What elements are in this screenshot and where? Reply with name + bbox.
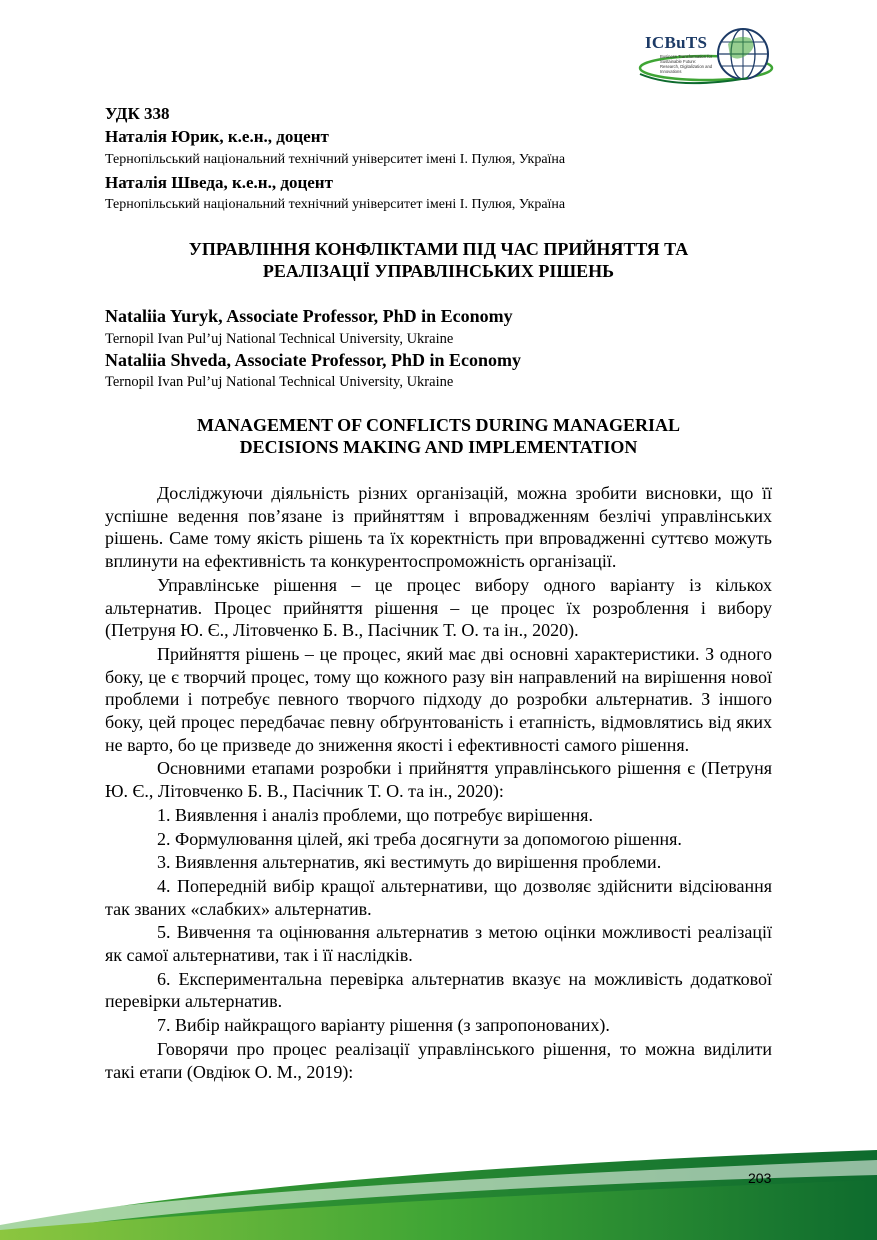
- title-en: [105, 414, 772, 458]
- affiliation-en-2: Ternopil Ivan Pul’uj National Technical University, Ukraine: [105, 374, 454, 390]
- author-ua-1: Наталія Юрик, к.е.н., доцент: [105, 127, 329, 146]
- page-number: 203: [748, 1170, 772, 1186]
- list-item: 7. Вибір найкращого варіанту рішення (з запропонованих).: [157, 1015, 610, 1036]
- list-item: 1. Виявлення і аналіз проблеми, що потребує вирішення.: [157, 804, 593, 825]
- title-en-line-2: DECISIONS MAKING AND IMPLEMENTATION: [239, 437, 638, 457]
- footer-wave-decoration: [0, 1130, 877, 1240]
- list-item: 4. Попередній вибір кращої альтернативи, що дозволяє здійснити відсіювання так званих «слабких» альтернатив.: [105, 875, 772, 919]
- author-en-2: Nataliia Shveda, Associate Professor, PhD in Economy: [105, 350, 522, 370]
- list-item: 5. Вивчення та оцінювання альтернатив з метою оцінки можливості реалізації як самої альтернативи, так і її наслідків.: [105, 922, 772, 966]
- logo-subtitle: Business Transformation for Sustainable Future: Research, Digitalization and Innovations: [660, 54, 713, 74]
- paragraph: Досліджуючи діяльність різних організацій, можна зробити висновки, що її успішне ведення пов’язане із прийняттям і впровадженням безлічі управлінських рішень. Саме тому якість рішень та їх коректність при впровадженні суттєво можуть вплинути на ефективність та конкурентоспроможність організації.: [105, 483, 772, 572]
- paragraph: Прийняття рішень – це процес, який має дві основні характеристики. З одного боку, це є творчий процес, тому що кожного разу він направлений на вирішення нової проблеми і потребує певного творчого підходу до розробки альтернатив. З іншого боку, цей процес передбачає певну обґрунтованість і етапність, відмовлятись від яких не варто, бо це призведе до зниження якості і ефективності самого рішення.: [105, 643, 772, 755]
- logo-title: ICBuTS: [645, 33, 708, 52]
- paragraph: Управлінське рішення – це процес вибору одного варіанту із кількох альтернатив. Процес прийняття рішення – це процес їх розроблення і вибору (Петруня Ю. Є., Літовченко Б. В., Пасічник Т. О. та ін., 2020).: [105, 574, 772, 641]
- title-ua-line-2: РЕАЛІЗАЦІЇ УПРАВЛІНСЬКИХ РІШЕНЬ: [262, 261, 615, 281]
- list-item: 3. Виявлення альтернатив, які вестимуть до вирішення проблеми.: [157, 852, 662, 873]
- affiliation-ua-1: Тернопільський національний технічний університет імені І. Пулюя, Україна: [105, 152, 566, 167]
- list-item: 6. Експериментальна перевірка альтернатив вказує на можливість додаткової перевірки альтернатив.: [105, 968, 772, 1012]
- paragraph: Говорячи про процес реалізації управлінського рішення, то можна виділити такі етапи (Овдіюк О. М., 2019):: [105, 1038, 772, 1082]
- body-text: [105, 482, 772, 1084]
- title-ua: [105, 238, 772, 282]
- title-en-line-1: MANAGEMENT OF CONFLICTS DURING MANAGERIAL: [196, 415, 681, 435]
- author-en-1: Nataliia Yuryk, Associate Professor, PhD in Economy: [105, 306, 513, 326]
- affiliation-en-1: Ternopil Ivan Pul’uj National Technical University, Ukraine: [105, 331, 454, 347]
- udk-code: УДК 338: [105, 104, 170, 123]
- list-item: 2. Формулювання цілей, які треба досягнути за допомогою рішення.: [157, 828, 682, 849]
- affiliation-ua-2: Тернопільський національний технічний університет імені І. Пулюя, Україна: [105, 197, 566, 212]
- paragraph: Основними етапами розробки і прийняття управлінського рішення є (Петруня Ю. Є., Літовченко Б. В., Пасічник Т. О. та ін., 2020):: [105, 758, 772, 802]
- title-ua-line-1: УПРАВЛІННЯ КОНФЛІКТАМИ ПІД ЧАС ПРИЙНЯТТЯ ТА: [188, 239, 689, 259]
- author-ua-2: Наталія Шведа, к.е.н., доцент: [105, 173, 333, 192]
